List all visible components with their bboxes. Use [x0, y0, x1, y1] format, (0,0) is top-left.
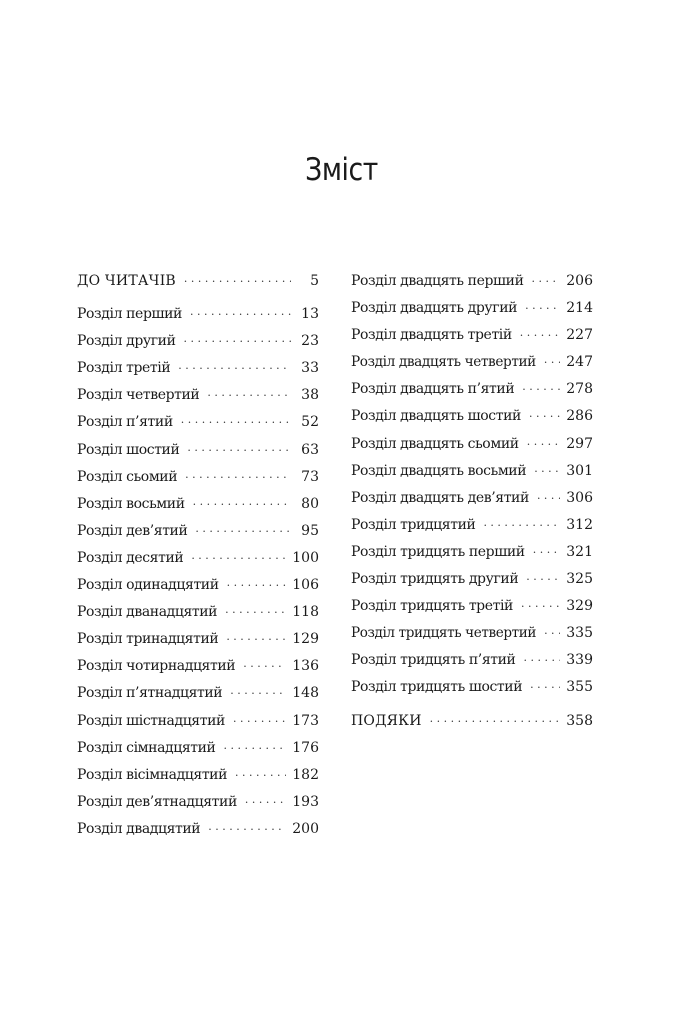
toc-entry-page: 52 [301, 414, 319, 431]
toc-entry[interactable] [77, 491, 319, 518]
toc-dot-leader [178, 355, 291, 382]
toc-dot-leader [223, 735, 286, 762]
toc-entry-page: 206 [566, 273, 593, 289]
toc-entry-page: 33 [301, 360, 319, 377]
toc-entry-page: 148 [292, 685, 319, 702]
toc-entry-page: 247 [566, 354, 593, 371]
toc-entry[interactable] [77, 268, 319, 295]
toc-entry-title: Розділ п’ятий [77, 414, 173, 431]
toc-entry[interactable] [77, 437, 319, 464]
toc-entry-title: Розділ одинадцятий [77, 577, 219, 594]
toc-entry-page: 200 [292, 820, 319, 837]
toc-entry[interactable] [77, 355, 319, 382]
toc-entry-page: 339 [566, 652, 593, 669]
toc-dot-leader [243, 653, 286, 680]
toc-entry-title: Розділ тридцять третій [351, 598, 513, 615]
toc-entry-page: 286 [566, 408, 593, 425]
toc-right-column [351, 268, 593, 735]
toc-entry-page: 358 [566, 712, 593, 729]
toc-entry[interactable] [77, 545, 319, 572]
toc-dot-leader [521, 593, 560, 620]
toc-entry-title: Розділ двадцять п’ятий [351, 381, 515, 398]
toc-dot-leader [533, 539, 561, 566]
toc-dot-leader [520, 322, 560, 349]
toc-entry-page: 13 [301, 306, 319, 323]
toc-entry-title: Розділ двадцять дев’ятий [351, 489, 529, 506]
toc-entry-page: 73 [301, 468, 319, 485]
toc-entry-title: Розділ двадцять перший [351, 273, 524, 289]
toc-entry-title: Розділ другий [77, 333, 176, 350]
toc-dot-leader [190, 301, 291, 328]
toc-entry-title: Розділ сімнадцятий [77, 739, 216, 756]
toc-entry[interactable] [351, 512, 593, 539]
toc-entry[interactable] [351, 620, 593, 647]
toc-entry-page: 329 [566, 598, 593, 615]
toc-dot-leader [230, 680, 286, 707]
toc-entry[interactable] [77, 572, 319, 599]
toc-entry[interactable] [351, 458, 593, 485]
toc-entry-title: Розділ шостий [77, 441, 180, 458]
toc-dot-leader [226, 626, 286, 653]
toc-entry[interactable] [351, 322, 593, 349]
toc-dot-leader [235, 762, 286, 789]
toc-entry-page: 176 [292, 739, 319, 756]
toc-entry-page: 325 [566, 571, 593, 588]
toc-entry[interactable] [77, 518, 319, 545]
toc-entry-page: 312 [566, 516, 593, 533]
toc-entry[interactable] [77, 789, 319, 816]
toc-entry[interactable] [77, 464, 319, 491]
toc-entry-page: 301 [566, 462, 593, 479]
toc-entry-title: Розділ тридцять четвертий [351, 625, 537, 642]
toc-entry-title: Розділ дев’ятнадцятий [77, 793, 237, 810]
toc-dot-leader [430, 708, 561, 735]
toc-dot-leader [233, 708, 286, 735]
toc-dot-leader [525, 295, 560, 322]
toc-entry[interactable] [77, 680, 319, 707]
toc-entry-page: 63 [301, 441, 319, 458]
toc-dot-leader [184, 268, 291, 295]
toc-entry[interactable] [351, 566, 593, 593]
toc-entry[interactable] [351, 431, 593, 458]
toc-entry-page: 136 [292, 658, 319, 675]
toc-entry[interactable] [351, 674, 593, 701]
toc-entry-page: 306 [566, 489, 593, 506]
toc-left-column [77, 268, 319, 843]
toc-entry[interactable] [77, 328, 319, 355]
toc-entry-page: 193 [292, 793, 319, 810]
toc-dot-leader [537, 485, 560, 512]
toc-entry-title: Розділ третій [77, 360, 171, 377]
page-title: Зміст [305, 152, 378, 188]
toc-dot-leader [544, 620, 560, 647]
toc-entry-page: 214 [566, 300, 593, 317]
toc-entry-title: Розділ шістнадцятий [77, 712, 225, 729]
toc-entry-page: 95 [301, 522, 319, 539]
toc-entry-page: 321 [566, 543, 593, 560]
toc-entry-title: Розділ восьмий [77, 495, 185, 512]
toc-entry-page: 100 [292, 549, 319, 566]
toc-entry-page: 355 [566, 679, 593, 696]
toc-entry-title: Розділ двадцять шостий [351, 408, 521, 425]
toc-entry[interactable] [351, 349, 593, 376]
toc-entry-title: ДО ЧИТАЧІВ [77, 273, 176, 289]
toc-dot-leader [184, 328, 291, 355]
toc-dot-leader [530, 674, 560, 701]
toc-dot-leader [227, 572, 287, 599]
toc-entry-title: Розділ дванадцятий [77, 604, 218, 621]
toc-entry[interactable] [77, 409, 319, 436]
toc-entry-title: Розділ дев’ятий [77, 522, 188, 539]
toc-entry[interactable] [77, 301, 319, 328]
toc-entry[interactable] [77, 626, 319, 653]
toc-entry-page: 80 [301, 495, 319, 512]
toc-dot-leader [193, 491, 291, 518]
toc-dot-leader [187, 437, 291, 464]
toc-entry-page: 278 [566, 381, 593, 398]
toc-dot-leader [181, 409, 291, 436]
toc-entry-title: Розділ двадцять сьомий [351, 435, 519, 452]
toc-entry-title: ПОДЯКИ [351, 712, 422, 729]
toc-dot-leader [191, 545, 286, 572]
toc-dot-leader [483, 512, 560, 539]
toc-entry[interactable] [351, 376, 593, 403]
toc-entry-title: Розділ сьомий [77, 468, 178, 485]
toc-dot-leader [195, 518, 291, 545]
toc-entry-title: Розділ десятий [77, 549, 184, 566]
toc-entry[interactable] [351, 485, 593, 512]
toc-dot-leader [245, 789, 286, 816]
toc-dot-leader [522, 376, 560, 403]
toc-entry-page: 182 [292, 766, 319, 783]
toc-dot-leader [529, 403, 560, 430]
toc-entry[interactable] [77, 382, 319, 409]
toc-entry[interactable] [77, 816, 319, 843]
toc-entry-title: Розділ чотирнадцятий [77, 658, 236, 675]
toc-entry[interactable] [77, 653, 319, 680]
toc-entry-page: 118 [292, 604, 319, 621]
toc-entry-page: 106 [292, 577, 319, 594]
toc-entry-title: Розділ перший [77, 306, 182, 323]
toc-entry[interactable] [351, 539, 593, 566]
toc-entry[interactable] [351, 295, 593, 322]
toc-entry[interactable] [77, 762, 319, 789]
toc-dot-leader [207, 382, 291, 409]
toc-entry-title: Розділ тридцятий [351, 516, 476, 533]
toc-dot-leader [526, 566, 560, 593]
toc-entry[interactable] [77, 735, 319, 762]
toc-entry[interactable] [351, 403, 593, 430]
toc-entry-title: Розділ п’ятнадцятий [77, 685, 223, 702]
toc-entry-title: Розділ тридцять шостий [351, 679, 523, 696]
toc-entry-page: 335 [566, 625, 593, 642]
toc-entry-title: Розділ двадцятий [77, 820, 201, 837]
toc-dot-leader [532, 268, 561, 295]
toc-entry-title: Розділ двадцять четвертий [351, 354, 536, 371]
toc-entry-title: Розділ тридцять другий [351, 571, 519, 588]
toc-entry-title: Розділ тридцять перший [351, 543, 525, 560]
toc-entry[interactable] [351, 268, 593, 295]
toc-entry-page: 173 [292, 712, 319, 729]
toc-dot-leader [544, 349, 560, 376]
toc-entry-title: Розділ двадцять восьмий [351, 462, 527, 479]
toc-dot-leader [208, 816, 286, 843]
toc-entry[interactable] [77, 599, 319, 626]
toc-entry-page: 38 [301, 387, 319, 404]
toc-entry-page: 23 [301, 333, 319, 350]
toc-entry[interactable] [351, 647, 593, 674]
toc-dot-leader [527, 431, 561, 458]
toc-entry-title: Розділ тринадцятий [77, 631, 219, 648]
toc-dot-leader [523, 647, 560, 674]
toc-entry-title: Розділ тридцять п’ятий [351, 652, 516, 669]
toc-entry-title: Розділ двадцять третій [351, 327, 512, 344]
toc-entry-page: 227 [566, 327, 593, 344]
toc-dot-leader [534, 458, 560, 485]
toc-entry[interactable] [351, 593, 593, 620]
toc-entry-title: Розділ двадцять другий [351, 300, 518, 317]
toc-dot-leader [225, 599, 286, 626]
toc-dot-leader [185, 464, 291, 491]
toc-entry-page: 297 [566, 435, 593, 452]
toc-entry[interactable] [77, 708, 319, 735]
toc-entry-page: 5 [310, 273, 319, 289]
toc-entry[interactable] [351, 708, 593, 735]
toc-entry-page: 129 [292, 631, 319, 648]
toc-entry-title: Розділ четвертий [77, 387, 200, 404]
toc-entry-title: Розділ вісімнадцятий [77, 766, 228, 783]
